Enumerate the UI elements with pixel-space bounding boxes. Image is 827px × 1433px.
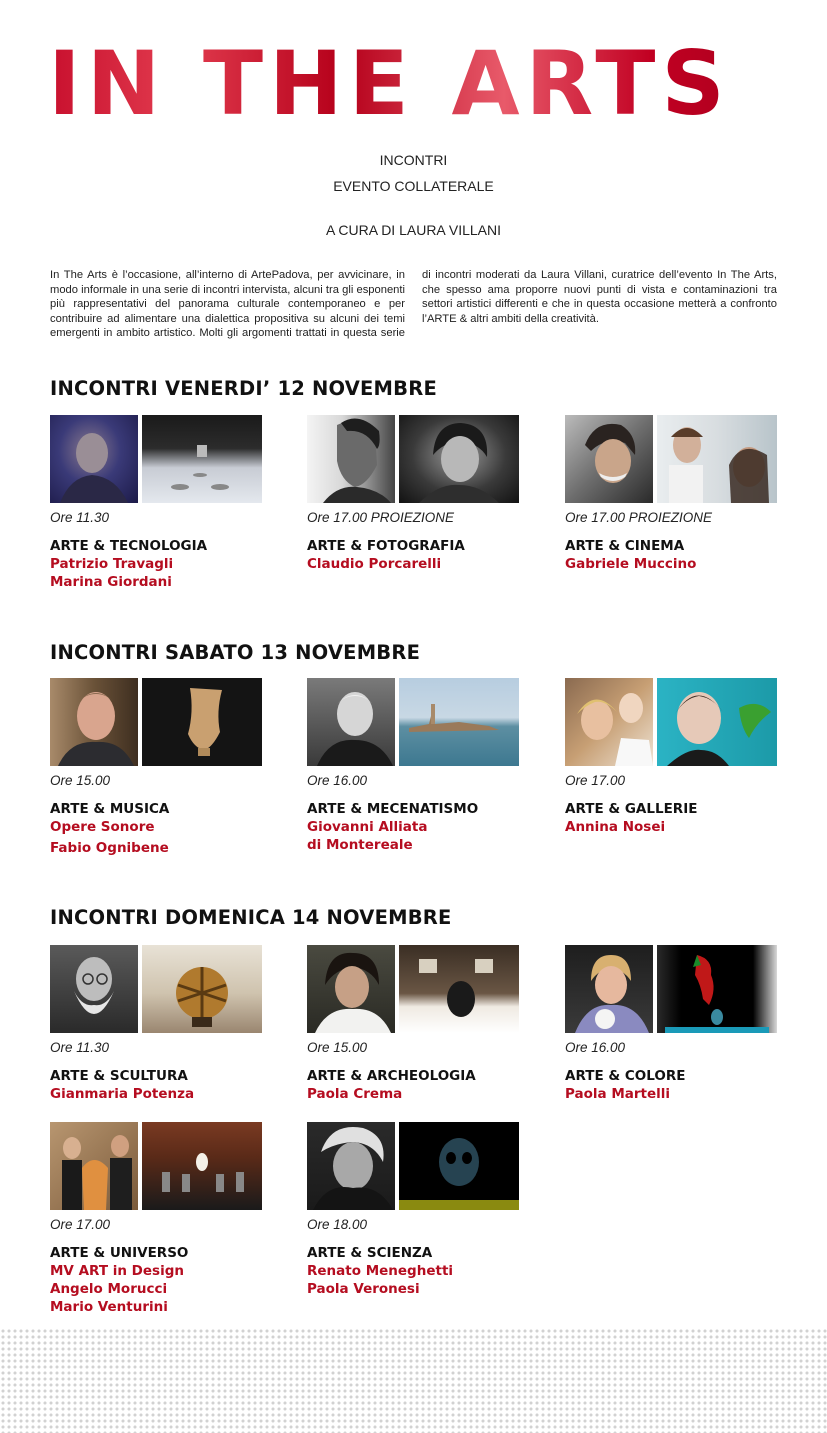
speaker-name: Giovanni Alliata bbox=[307, 819, 428, 835]
event-time: Ore 17.00 PROIEZIONE bbox=[565, 510, 713, 525]
artwork-photo bbox=[142, 945, 262, 1033]
event-time: Ore 11.30 bbox=[50, 1040, 110, 1055]
event-category: ARTE & MUSICA bbox=[50, 801, 170, 817]
event-category: ARTE & GALLERIE bbox=[565, 801, 698, 817]
speaker-name: Annina Nosei bbox=[565, 819, 666, 835]
speaker-name: Claudio Porcarelli bbox=[307, 556, 442, 572]
event-time: Ore 17.00 PROIEZIONE bbox=[307, 510, 455, 525]
portrait-photo bbox=[565, 415, 653, 503]
event-category: ARTE & SCIENZA bbox=[307, 1245, 433, 1261]
portrait-photo bbox=[50, 415, 138, 503]
event-card bbox=[50, 1122, 300, 1316]
event-card bbox=[307, 678, 557, 854]
speaker-name: Fabio Ognibene bbox=[50, 840, 169, 856]
speaker-name: Renato Meneghetti bbox=[307, 1263, 454, 1279]
event-time: Ore 18.00 bbox=[307, 1217, 368, 1232]
event-card bbox=[565, 415, 815, 573]
event-category: ARTE & COLORE bbox=[565, 1068, 686, 1084]
subtitle-incontri: INCONTRI bbox=[379, 152, 448, 168]
event-time: Ore 16.00 bbox=[307, 773, 368, 788]
speaker-name: di Montereale bbox=[307, 837, 413, 853]
portrait-photo bbox=[50, 1122, 138, 1210]
speaker-name: Gianmaria Potenza bbox=[50, 1086, 195, 1102]
portrait-photo bbox=[307, 678, 395, 766]
artwork-photo bbox=[657, 945, 777, 1033]
speaker-name: Angelo Morucci bbox=[50, 1281, 168, 1297]
landscape-photo bbox=[399, 678, 519, 766]
speaker-name: MV ART in Design bbox=[50, 1263, 184, 1279]
event-time: Ore 16.00 bbox=[565, 1040, 626, 1055]
artwork-photo bbox=[657, 678, 777, 766]
speaker-name: Paola Martelli bbox=[565, 1086, 671, 1102]
event-category: ARTE & UNIVERSO bbox=[50, 1245, 189, 1261]
event-card bbox=[307, 1122, 557, 1298]
event-time: Ore 15.00 bbox=[307, 1040, 368, 1055]
event-time: Ore 15.00 bbox=[50, 773, 111, 788]
portrait-photo bbox=[307, 1122, 395, 1210]
artwork-photo bbox=[142, 415, 262, 503]
portrait-photo bbox=[50, 678, 138, 766]
event-card bbox=[50, 678, 300, 857]
speaker-name: Marina Giordani bbox=[50, 574, 172, 590]
event-card bbox=[50, 415, 300, 591]
artwork-photo bbox=[399, 945, 519, 1033]
event-category: ARTE & MECENATISMO bbox=[307, 801, 479, 817]
event-category: ARTE & FOTOGRAFIA bbox=[307, 538, 465, 554]
artwork-photo bbox=[399, 1122, 519, 1210]
subtitle-evento: EVENTO COLLATERALE bbox=[333, 178, 494, 194]
portrait-photo bbox=[565, 678, 653, 766]
curator-line: A CURA DI LAURA VILLANI bbox=[325, 222, 502, 238]
section-title-saturday: INCONTRI SABATO 13 NOVEMBRE bbox=[50, 641, 421, 664]
speaker-name: Opere Sonore bbox=[50, 819, 155, 835]
speaker-name: Paola Crema bbox=[307, 1086, 403, 1102]
portrait-photo bbox=[565, 945, 653, 1033]
event-card bbox=[50, 945, 300, 1103]
portrait-photo bbox=[399, 415, 519, 503]
portrait-photo bbox=[307, 415, 395, 503]
poster-title: IN THE ARTS bbox=[48, 34, 783, 134]
portrait-photo bbox=[307, 945, 395, 1033]
event-time: Ore 11.30 bbox=[50, 510, 110, 525]
event-card bbox=[565, 678, 815, 836]
event-category: ARTE & ARCHEOLOGIA bbox=[307, 1068, 476, 1084]
artwork-photo bbox=[142, 1122, 262, 1210]
event-card bbox=[565, 945, 815, 1103]
film-still-photo bbox=[657, 415, 777, 503]
artwork-photo bbox=[142, 678, 262, 766]
section-title-friday: INCONTRI VENERDI’ 12 NOVEMBRE bbox=[50, 377, 437, 400]
event-category: ARTE & SCULTURA bbox=[50, 1068, 188, 1084]
event-category: ARTE & CINEMA bbox=[565, 538, 685, 554]
intro-text: In The Arts è l’occasione, all’interno di ArtePadova, per avvicinare, in modo informale in una serie di incontri intervista, alcuni tra gli esponenti più rappresentativi del panorama culturale contemporaneo e per contribuire ad alimentare una dialettica propositiva su alcuni dei temi emergenti in ambito artistico. Molti gli argomenti trattati in questa serie di incontri moderati da Laura Villani, curatrice dell’evento In The Arts, che spesso ama proporre nuovi punti di vista e contaminazioni tra settori artistici differenti e che in questa occasione metterà a confronto l’ARTE & altri ambiti della creatività. bbox=[50, 269, 777, 340]
speaker-name: Mario Venturini bbox=[50, 1299, 168, 1315]
speaker-name: Paola Veronesi bbox=[307, 1281, 420, 1297]
event-time: Ore 17.00 bbox=[50, 1217, 111, 1232]
event-category: ARTE & TECNOLOGIA bbox=[50, 538, 208, 554]
event-card bbox=[307, 415, 557, 573]
section-title-sunday: INCONTRI DOMENICA 14 NOVEMBRE bbox=[50, 906, 452, 929]
event-time: Ore 17.00 bbox=[565, 773, 626, 788]
speaker-name: Patrizio Travagli bbox=[50, 556, 174, 572]
speaker-name: Gabriele Muccino bbox=[565, 556, 697, 572]
portrait-photo bbox=[50, 945, 138, 1033]
dot-pattern-footer bbox=[0, 1328, 827, 1433]
event-card bbox=[307, 945, 557, 1103]
